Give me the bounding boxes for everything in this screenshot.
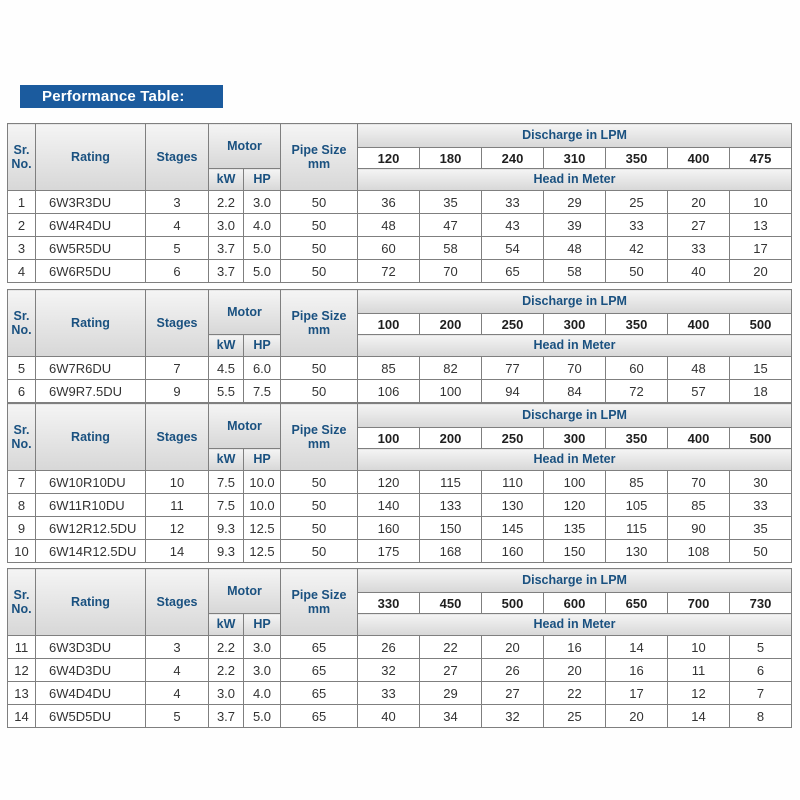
header-cell-discharge-lpm: Discharge in LPM: [358, 404, 792, 428]
cell-rating: 6W14R12.5DU: [36, 540, 146, 563]
cell-stages: 12: [146, 517, 209, 540]
table-row: [8, 191, 792, 214]
cell-sr-no: 6: [8, 380, 36, 403]
cell-stages: 10: [146, 471, 209, 494]
cell-rating: 6W4D3DU: [36, 659, 146, 682]
page-title: Performance Table:: [20, 85, 223, 108]
table-row: [8, 682, 792, 705]
cell-head-value: 82: [420, 357, 482, 380]
discharge-value-cell: 500: [730, 428, 792, 449]
header-cell-sr-no: [8, 404, 36, 471]
cell-sr-no: 7: [8, 471, 36, 494]
header-cell-sr-no-line2: No.: [11, 323, 32, 337]
cell-head-value: 29: [420, 682, 482, 705]
table-row: [8, 517, 792, 540]
cell-pipe-size: 65: [281, 636, 358, 659]
cell-head-value: 120: [544, 494, 606, 517]
cell-sr-no: 8: [8, 494, 36, 517]
cell-head-value: 72: [358, 260, 420, 283]
cell-head-value: 145: [482, 517, 544, 540]
discharge-value-cell: 600: [544, 593, 606, 614]
cell-stages: 3: [146, 636, 209, 659]
cell-stages: 4: [146, 214, 209, 237]
cell-kw: 2.2: [209, 659, 244, 682]
cell-sr-no: 2: [8, 214, 36, 237]
cell-rating: 6W12R12.5DU: [36, 517, 146, 540]
table-row: [8, 659, 792, 682]
header-cell-discharge-lpm: Discharge in LPM: [358, 124, 792, 148]
discharge-value-cell: 650: [606, 593, 668, 614]
performance-table-3: [7, 403, 792, 563]
header-cell-rating: Rating: [36, 569, 146, 636]
cell-head-value: 70: [544, 357, 606, 380]
cell-stages: 6: [146, 260, 209, 283]
cell-head-value: 35: [420, 191, 482, 214]
cell-head-value: 20: [668, 191, 730, 214]
discharge-value-cell: 310: [544, 148, 606, 169]
discharge-value-cell: 475: [730, 148, 792, 169]
cell-head-value: 72: [606, 380, 668, 403]
header-cell-pipe-size-line2: mm: [307, 157, 331, 171]
header-cell-kw: kW: [209, 335, 244, 357]
cell-head-value: 5: [730, 636, 792, 659]
cell-head-value: 27: [420, 659, 482, 682]
header-cell-kw: kW: [209, 449, 244, 471]
cell-head-value: 10: [730, 191, 792, 214]
cell-head-value: 70: [420, 260, 482, 283]
cell-hp: 10.0: [244, 471, 281, 494]
cell-pipe-size: 65: [281, 682, 358, 705]
cell-rating: 6W4R4DU: [36, 214, 146, 237]
cell-head-value: 35: [730, 517, 792, 540]
header-cell-stages: Stages: [146, 124, 209, 191]
cell-kw: 3.7: [209, 260, 244, 283]
discharge-value-cell: 350: [606, 148, 668, 169]
table-row: [8, 260, 792, 283]
cell-stages: 4: [146, 659, 209, 682]
cell-pipe-size: 50: [281, 237, 358, 260]
header-cell-sr-no-line1: Sr.: [13, 587, 30, 602]
cell-head-value: 120: [358, 471, 420, 494]
table-row: [8, 540, 792, 563]
cell-head-value: 33: [358, 682, 420, 705]
cell-pipe-size: 50: [281, 494, 358, 517]
cell-head-value: 58: [420, 237, 482, 260]
cell-head-value: 110: [482, 471, 544, 494]
header-cell-motor: Motor: [209, 290, 281, 335]
cell-head-value: 115: [606, 517, 668, 540]
cell-head-value: 90: [668, 517, 730, 540]
cell-head-value: 30: [730, 471, 792, 494]
cell-rating: 6W6R5DU: [36, 260, 146, 283]
cell-stages: 4: [146, 682, 209, 705]
header-cell-hp: HP: [244, 449, 281, 471]
cell-rating: 6W11R10DU: [36, 494, 146, 517]
cell-head-value: 22: [544, 682, 606, 705]
header-cell-sr-no-line2: No.: [11, 437, 32, 451]
cell-head-value: 15: [730, 357, 792, 380]
cell-head-value: 130: [482, 494, 544, 517]
cell-hp: 5.0: [244, 260, 281, 283]
header-cell-sr-no-line2: No.: [11, 157, 32, 171]
cell-head-value: 85: [606, 471, 668, 494]
header-cell-pipe-size-line2: mm: [307, 602, 331, 616]
cell-pipe-size: 50: [281, 357, 358, 380]
cell-kw: 4.5: [209, 357, 244, 380]
cell-head-value: 29: [544, 191, 606, 214]
performance-table-1: [7, 123, 792, 283]
cell-head-value: 48: [544, 237, 606, 260]
discharge-value-cell: 100: [358, 314, 420, 335]
cell-kw: 3.0: [209, 682, 244, 705]
cell-kw: 5.5: [209, 380, 244, 403]
cell-sr-no: 14: [8, 705, 36, 728]
cell-sr-no: 12: [8, 659, 36, 682]
cell-head-value: 160: [482, 540, 544, 563]
header-cell-pipe-size-line2: mm: [307, 437, 331, 451]
header-cell-sr-no: [8, 569, 36, 636]
discharge-value-cell: 730: [730, 593, 792, 614]
cell-pipe-size: 50: [281, 380, 358, 403]
cell-head-value: 20: [482, 636, 544, 659]
cell-stages: 3: [146, 191, 209, 214]
header-cell-hp: HP: [244, 169, 281, 191]
discharge-value-cell: 200: [420, 314, 482, 335]
cell-head-value: 57: [668, 380, 730, 403]
cell-hp: 12.5: [244, 517, 281, 540]
cell-head-value: 33: [730, 494, 792, 517]
cell-head-value: 7: [730, 682, 792, 705]
cell-head-value: 25: [606, 191, 668, 214]
cell-head-value: 65: [482, 260, 544, 283]
cell-head-value: 40: [358, 705, 420, 728]
cell-kw: 9.3: [209, 540, 244, 563]
cell-head-value: 150: [420, 517, 482, 540]
cell-head-value: 130: [606, 540, 668, 563]
discharge-value-cell: 700: [668, 593, 730, 614]
cell-head-value: 13: [730, 214, 792, 237]
discharge-value-cell: 250: [482, 428, 544, 449]
cell-head-value: 33: [482, 191, 544, 214]
cell-head-value: 33: [606, 214, 668, 237]
cell-head-value: 168: [420, 540, 482, 563]
discharge-value-cell: 330: [358, 593, 420, 614]
discharge-value-cell: 250: [482, 314, 544, 335]
discharge-value-cell: 400: [668, 428, 730, 449]
cell-head-value: 85: [668, 494, 730, 517]
cell-head-value: 36: [358, 191, 420, 214]
cell-sr-no: 5: [8, 357, 36, 380]
header-cell-pipe-size-line2: mm: [307, 323, 331, 337]
cell-hp: 5.0: [244, 705, 281, 728]
table-row: [8, 494, 792, 517]
cell-head-value: 18: [730, 380, 792, 403]
header-cell-discharge-lpm: Discharge in LPM: [358, 290, 792, 314]
header-cell-sr-no: [8, 290, 36, 357]
cell-stages: 5: [146, 237, 209, 260]
header-cell-head-in-meter: Head in Meter: [358, 614, 792, 636]
cell-head-value: 108: [668, 540, 730, 563]
header-cell-motor: Motor: [209, 404, 281, 449]
cell-head-value: 160: [358, 517, 420, 540]
header-cell-sr-no-line1: Sr.: [13, 142, 30, 157]
discharge-value-cell: 400: [668, 148, 730, 169]
cell-head-value: 175: [358, 540, 420, 563]
discharge-value-cell: 120: [358, 148, 420, 169]
cell-head-value: 48: [668, 357, 730, 380]
cell-hp: 3.0: [244, 659, 281, 682]
header-cell-hp: HP: [244, 614, 281, 636]
discharge-value-cell: 400: [668, 314, 730, 335]
cell-head-value: 135: [544, 517, 606, 540]
cell-head-value: 17: [606, 682, 668, 705]
header-cell-motor: Motor: [209, 124, 281, 169]
discharge-value-cell: 450: [420, 593, 482, 614]
cell-head-value: 105: [606, 494, 668, 517]
cell-head-value: 17: [730, 237, 792, 260]
discharge-value-cell: 350: [606, 428, 668, 449]
header-cell-pipe-size-line1: Pipe Size: [291, 422, 347, 437]
cell-head-value: 27: [482, 682, 544, 705]
cell-head-value: 39: [544, 214, 606, 237]
cell-stages: 7: [146, 357, 209, 380]
cell-hp: 4.0: [244, 214, 281, 237]
cell-pipe-size: 65: [281, 705, 358, 728]
cell-head-value: 22: [420, 636, 482, 659]
cell-kw: 7.5: [209, 471, 244, 494]
cell-head-value: 8: [730, 705, 792, 728]
header-cell-sr-no-line1: Sr.: [13, 308, 30, 323]
header-cell-discharge-lpm: Discharge in LPM: [358, 569, 792, 593]
cell-kw: 9.3: [209, 517, 244, 540]
discharge-value-cell: 240: [482, 148, 544, 169]
cell-head-value: 48: [358, 214, 420, 237]
cell-head-value: 42: [606, 237, 668, 260]
cell-hp: 4.0: [244, 682, 281, 705]
header-row-discharge: [8, 404, 792, 428]
cell-sr-no: 4: [8, 260, 36, 283]
cell-head-value: 14: [668, 705, 730, 728]
header-cell-rating: Rating: [36, 404, 146, 471]
cell-kw: 3.7: [209, 237, 244, 260]
cell-sr-no: 11: [8, 636, 36, 659]
table-row: [8, 636, 792, 659]
header-cell-head-in-meter: Head in Meter: [358, 449, 792, 471]
performance-table-2: [7, 289, 792, 403]
header-cell-sr-no-line1: Sr.: [13, 422, 30, 437]
cell-head-value: 60: [358, 237, 420, 260]
cell-hp: 12.5: [244, 540, 281, 563]
cell-head-value: 140: [358, 494, 420, 517]
cell-pipe-size: 50: [281, 260, 358, 283]
cell-head-value: 33: [668, 237, 730, 260]
cell-head-value: 115: [420, 471, 482, 494]
discharge-value-cell: 500: [482, 593, 544, 614]
cell-kw: 2.2: [209, 636, 244, 659]
cell-head-value: 40: [668, 260, 730, 283]
header-cell-motor: Motor: [209, 569, 281, 614]
header-cell-pipe-size: [281, 124, 358, 191]
cell-head-value: 85: [358, 357, 420, 380]
cell-head-value: 100: [544, 471, 606, 494]
cell-head-value: 11: [668, 659, 730, 682]
header-cell-stages: Stages: [146, 569, 209, 636]
table-row: [8, 214, 792, 237]
cell-head-value: 27: [668, 214, 730, 237]
header-cell-rating: Rating: [36, 290, 146, 357]
table-row: [8, 237, 792, 260]
header-row-discharge: [8, 290, 792, 314]
cell-hp: 6.0: [244, 357, 281, 380]
cell-stages: 11: [146, 494, 209, 517]
cell-sr-no: 3: [8, 237, 36, 260]
cell-rating: 6W3D3DU: [36, 636, 146, 659]
cell-stages: 9: [146, 380, 209, 403]
cell-head-value: 20: [730, 260, 792, 283]
cell-pipe-size: 50: [281, 540, 358, 563]
cell-pipe-size: 50: [281, 471, 358, 494]
header-cell-pipe-size: [281, 404, 358, 471]
cell-head-value: 133: [420, 494, 482, 517]
discharge-value-cell: 100: [358, 428, 420, 449]
cell-head-value: 12: [668, 682, 730, 705]
discharge-value-cell: 350: [606, 314, 668, 335]
cell-kw: 7.5: [209, 494, 244, 517]
cell-head-value: 6: [730, 659, 792, 682]
cell-head-value: 50: [730, 540, 792, 563]
header-cell-hp: HP: [244, 335, 281, 357]
cell-head-value: 70: [668, 471, 730, 494]
cell-head-value: 94: [482, 380, 544, 403]
cell-head-value: 60: [606, 357, 668, 380]
cell-rating: 6W4D4DU: [36, 682, 146, 705]
header-cell-pipe-size: [281, 290, 358, 357]
header-cell-pipe-size-line1: Pipe Size: [291, 308, 347, 323]
header-cell-sr-no: [8, 124, 36, 191]
cell-kw: 3.7: [209, 705, 244, 728]
cell-kw: 2.2: [209, 191, 244, 214]
cell-head-value: 34: [420, 705, 482, 728]
cell-head-value: 106: [358, 380, 420, 403]
cell-rating: 6W7R6DU: [36, 357, 146, 380]
table-row: [8, 380, 792, 403]
header-row-discharge: [8, 124, 792, 148]
cell-sr-no: 10: [8, 540, 36, 563]
cell-sr-no: 13: [8, 682, 36, 705]
cell-sr-no: 1: [8, 191, 36, 214]
cell-hp: 7.5: [244, 380, 281, 403]
cell-head-value: 16: [544, 636, 606, 659]
cell-hp: 3.0: [244, 636, 281, 659]
cell-pipe-size: 50: [281, 517, 358, 540]
cell-rating: 6W3R3DU: [36, 191, 146, 214]
header-cell-head-in-meter: Head in Meter: [358, 169, 792, 191]
performance-table-4: [7, 568, 792, 728]
header-cell-stages: Stages: [146, 290, 209, 357]
cell-pipe-size: 65: [281, 659, 358, 682]
cell-head-value: 10: [668, 636, 730, 659]
cell-rating: 6W10R10DU: [36, 471, 146, 494]
cell-head-value: 32: [482, 705, 544, 728]
cell-hp: 10.0: [244, 494, 281, 517]
cell-head-value: 50: [606, 260, 668, 283]
cell-pipe-size: 50: [281, 214, 358, 237]
header-cell-pipe-size-line1: Pipe Size: [291, 142, 347, 157]
cell-head-value: 20: [544, 659, 606, 682]
discharge-value-cell: 180: [420, 148, 482, 169]
cell-hp: 3.0: [244, 191, 281, 214]
cell-head-value: 25: [544, 705, 606, 728]
cell-head-value: 14: [606, 636, 668, 659]
cell-kw: 3.0: [209, 214, 244, 237]
table-row: [8, 471, 792, 494]
header-cell-sr-no-line2: No.: [11, 602, 32, 616]
cell-head-value: 150: [544, 540, 606, 563]
table-row: [8, 357, 792, 380]
cell-stages: 14: [146, 540, 209, 563]
cell-sr-no: 9: [8, 517, 36, 540]
cell-head-value: 16: [606, 659, 668, 682]
cell-head-value: 26: [358, 636, 420, 659]
cell-head-value: 77: [482, 357, 544, 380]
header-cell-kw: kW: [209, 614, 244, 636]
cell-rating: 6W9R7.5DU: [36, 380, 146, 403]
discharge-value-cell: 500: [730, 314, 792, 335]
header-cell-head-in-meter: Head in Meter: [358, 335, 792, 357]
discharge-value-cell: 200: [420, 428, 482, 449]
cell-pipe-size: 50: [281, 191, 358, 214]
cell-head-value: 32: [358, 659, 420, 682]
cell-head-value: 47: [420, 214, 482, 237]
discharge-value-cell: 300: [544, 428, 606, 449]
cell-hp: 5.0: [244, 237, 281, 260]
cell-head-value: 54: [482, 237, 544, 260]
cell-head-value: 20: [606, 705, 668, 728]
header-cell-kw: kW: [209, 169, 244, 191]
header-cell-stages: Stages: [146, 404, 209, 471]
header-cell-rating: Rating: [36, 124, 146, 191]
cell-head-value: 100: [420, 380, 482, 403]
cell-rating: 6W5R5DU: [36, 237, 146, 260]
discharge-value-cell: 300: [544, 314, 606, 335]
header-cell-pipe-size-line1: Pipe Size: [291, 587, 347, 602]
header-cell-pipe-size: [281, 569, 358, 636]
cell-head-value: 58: [544, 260, 606, 283]
cell-head-value: 84: [544, 380, 606, 403]
cell-head-value: 43: [482, 214, 544, 237]
cell-head-value: 26: [482, 659, 544, 682]
header-row-discharge: [8, 569, 792, 593]
table-row: [8, 705, 792, 728]
cell-rating: 6W5D5DU: [36, 705, 146, 728]
cell-stages: 5: [146, 705, 209, 728]
